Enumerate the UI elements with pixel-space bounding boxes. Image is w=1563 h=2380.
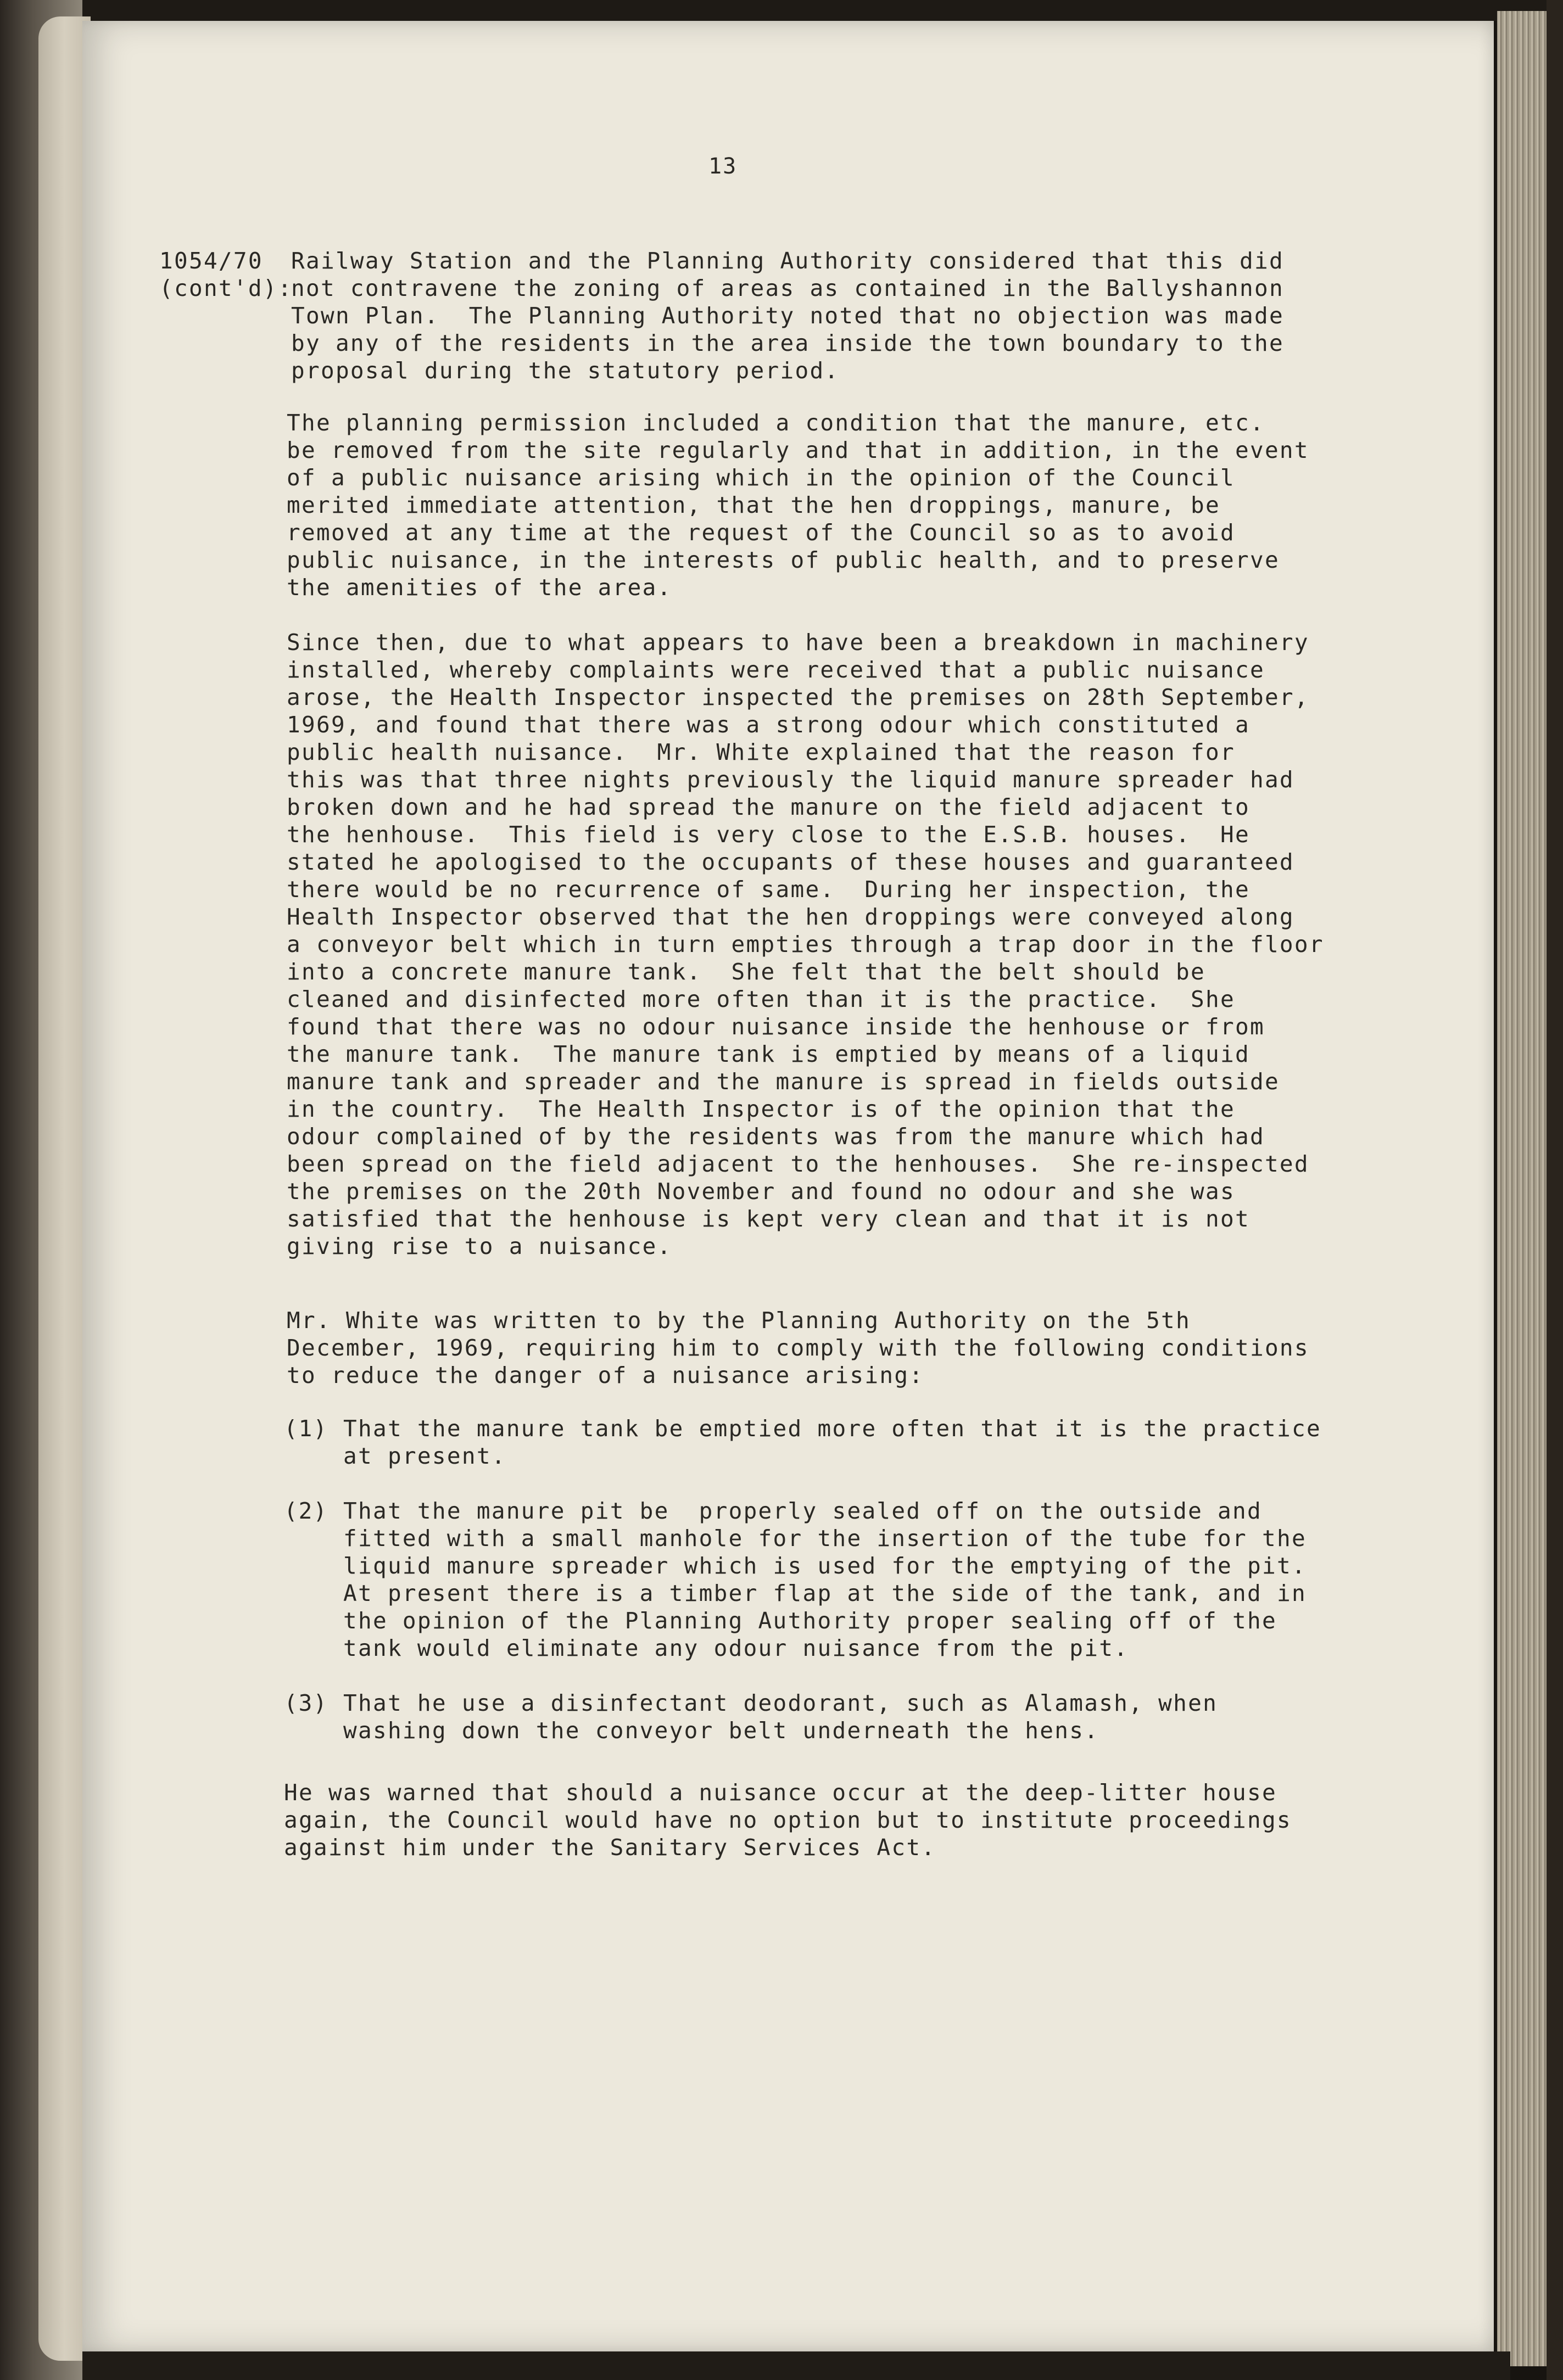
text-line: proposal during the statutory period.	[291, 357, 840, 384]
text-line: to reduce the danger of a nuisance arising:	[287, 1362, 924, 1388]
reference-continued: (cont'd):	[159, 275, 293, 301]
text-line: by any of the residents in the area inside the town boundary to the	[291, 330, 1284, 356]
text-line: 1969, and found that there was a strong odour which constituted a	[287, 712, 1250, 738]
text-line: liquid manure spreader which is used for the emptying of the pit.	[343, 1553, 1307, 1579]
reference-number: 1054/70	[159, 248, 263, 274]
condition-item-label: (3)	[284, 1690, 328, 1716]
paragraph-planning-conditions	[287, 409, 1309, 601]
paragraph-letter-conditions	[287, 1307, 1309, 1389]
text-line: satisfied that the henhouse is kept very clean and that it is not	[287, 1206, 1250, 1232]
text-line: in the country. The Health Inspector is of the opinion that the	[287, 1096, 1235, 1122]
text-line: manure tank and spreader and the manure is spread in fields outside	[287, 1068, 1280, 1095]
text-line: Town Plan. The Planning Authority noted that no objection was made	[291, 303, 1284, 329]
page-number: 13	[708, 154, 738, 179]
text-line: be removed from the site regularly and that in addition, in the event	[287, 437, 1309, 463]
text-line: found that there was no odour nuisance inside the henhouse or from	[287, 1013, 1265, 1040]
text-line: again, the Council would have no option but to institute proceedings	[284, 1807, 1292, 1833]
text-line: That he use a disinfectant deodorant, such as Alamash, when	[343, 1690, 1218, 1716]
text-line: giving rise to a nuisance.	[287, 1233, 672, 1259]
text-line: this was that three nights previously the liquid manure spreader had	[287, 766, 1294, 793]
condition-item-label: (2)	[284, 1498, 328, 1524]
text-line: the premises on the 20th November and found no odour and she was	[287, 1178, 1235, 1205]
scan-background-right	[1547, 0, 1563, 2380]
text-line: the manure tank. The manure tank is emptied by means of a liquid	[287, 1041, 1250, 1067]
text-line: odour complained of by the residents was from the manure which had	[287, 1123, 1265, 1150]
text-line: against him under the Sanitary Services Act.	[284, 1834, 936, 1861]
condition-item-label: (1)	[284, 1415, 328, 1442]
text-line: broken down and he had spread the manure on the field adjacent to	[287, 794, 1250, 820]
text-line: been spread on the field adjacent to the henhouses. She re-inspected	[287, 1151, 1309, 1177]
text-line: Railway Station and the Planning Authority considered that this did	[291, 248, 1284, 274]
text-line: That the manure tank be emptied more often that it is the practice	[343, 1415, 1321, 1442]
scan-background-top	[0, 0, 1563, 21]
text-line: the amenities of the area.	[287, 574, 672, 601]
text-line: a conveyor belt which in turn empties through a trap door in the floor	[287, 931, 1324, 957]
text-line: into a concrete manure tank. She felt that the belt should be	[287, 959, 1206, 985]
text-line: tank would eliminate any odour nuisance from the pit.	[343, 1635, 1129, 1661]
text-line: the henhouse. This field is very close to the E.S.B. houses. He	[287, 821, 1250, 848]
paragraph-warning	[284, 1779, 1292, 1861]
text-line: Mr. White was written to by the Planning Authority on the 5th	[287, 1307, 1191, 1334]
text-line: removed at any time at the request of the Council so as to avoid	[287, 519, 1235, 546]
scan-background-bottom	[82, 2351, 1510, 2380]
text-line: there would be no recurrence of same. During her inspection, the	[287, 876, 1250, 903]
text-line: fitted with a small manhole for the insertion of the tube for the	[343, 1525, 1307, 1552]
text-line: public nuisance, in the interests of public health, and to preserve	[287, 547, 1280, 573]
text-line: of a public nuisance arising which in the opinion of the Council	[287, 464, 1235, 491]
text-line: cleaned and disinfected more often than it is the practice. She	[287, 986, 1235, 1012]
text-line: Health Inspector observed that the hen droppings were conveyed along	[287, 904, 1294, 930]
text-line: at present.	[343, 1443, 506, 1469]
text-line: Since then, due to what appears to have been a breakdown in machinery	[287, 629, 1309, 656]
text-line: washing down the conveyor belt underneath the hens.	[343, 1717, 1099, 1744]
text-line: arose, the Health Inspector inspected the premises on 28th September,	[287, 684, 1309, 710]
text-line: At present there is a timber flap at the side of the tank, and in	[343, 1580, 1307, 1606]
text-line: installed, whereby complaints were received that a public nuisance	[287, 657, 1265, 683]
text-line: The planning permission included a condition that the manure, etc.	[287, 410, 1265, 436]
paragraph-inspection-report	[287, 629, 1324, 1260]
text-line: not contravene the zoning of areas as contained in the Ballyshannon	[291, 275, 1284, 301]
text-line: public health nuisance. Mr. White explained that the reason for	[287, 739, 1235, 765]
text-line: That the manure pit be properly sealed off on the outside and	[343, 1498, 1263, 1524]
text-line: the opinion of the Planning Authority proper sealing off of the	[343, 1608, 1277, 1634]
text-line: merited immediate attention, that the hen droppings, manure, be	[287, 492, 1220, 518]
text-line: December, 1969, requiring him to comply with the following conditions	[287, 1335, 1309, 1361]
text-line: He was warned that should a nuisance occur at the deep-litter house	[284, 1779, 1277, 1806]
text-line: stated he apologised to the occupants of these houses and guaranteed	[287, 849, 1294, 875]
paragraph-planning-decision	[287, 247, 1284, 384]
